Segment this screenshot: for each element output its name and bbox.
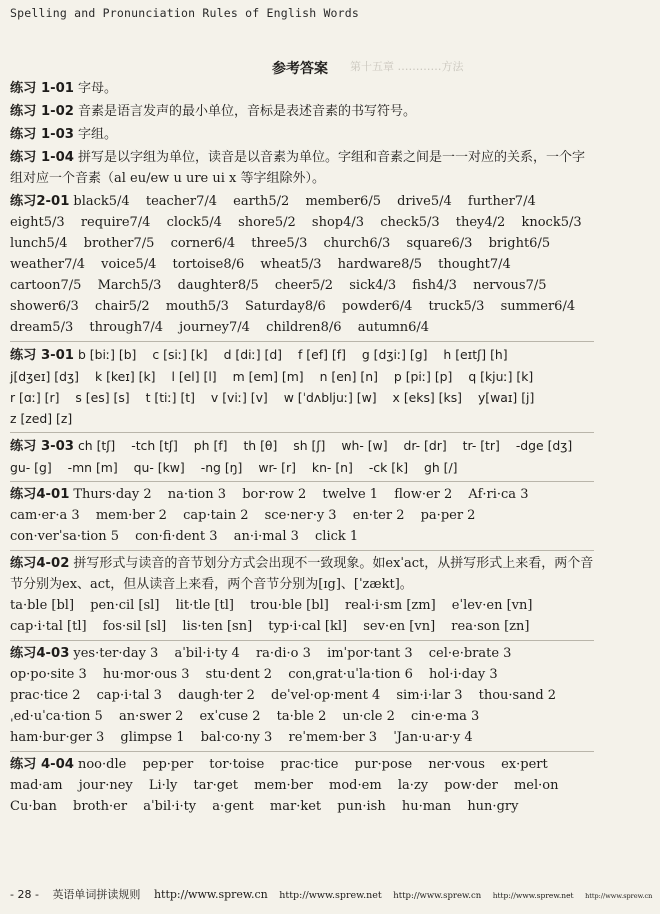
answer-item: r [ɑː] [r] xyxy=(10,390,60,405)
answer-item: cel·e·brate 3 xyxy=(428,646,512,661)
footer-url-link[interactable]: http://www.sprew.net xyxy=(279,890,382,901)
answer-items xyxy=(10,438,584,475)
page-footer xyxy=(10,886,653,902)
answer-item: wr- [r] xyxy=(258,460,296,475)
page-number: - 28 - xyxy=(10,888,39,901)
answer-item: pen·cil [sl] xyxy=(90,598,160,613)
exercise-4-02 xyxy=(10,553,594,637)
exercise-4-04 xyxy=(10,754,594,817)
answer-item: dr- [dr] xyxy=(403,438,447,453)
answer-item: la·zy xyxy=(397,778,429,793)
answer-item: -mn [m] xyxy=(67,460,118,475)
answer-item: Af·ri·ca 3 xyxy=(468,487,529,502)
answer-item: cap·i·tal [tl] xyxy=(10,619,87,634)
answer-item: sim·i·lar 3 xyxy=(396,688,463,703)
exercise-label: 练习 3-03 xyxy=(10,439,74,454)
answer-item: h [eɪtʃ] [h] xyxy=(443,347,508,362)
answer-item: glimpse 1 xyxy=(120,730,185,745)
answer-item: broth·er xyxy=(73,799,128,814)
answer-item: z [zed] [z] xyxy=(10,411,73,426)
exercise-2-01 xyxy=(10,191,594,338)
answer-item: mar·ket xyxy=(269,799,322,814)
footer-url-link[interactable]: http://www.sprew.net xyxy=(492,891,574,900)
answer-item: bal·co·ny 3 xyxy=(200,730,273,745)
answer-item: mel·on xyxy=(513,778,559,793)
answer-item: mad·am xyxy=(10,778,63,793)
footer-url-link[interactable]: http://www.sprew.cn xyxy=(585,892,653,900)
answer-item: eˈlev·en [vn] xyxy=(451,598,533,613)
exercise-4-03 xyxy=(10,643,594,748)
answer-item: daugh·ter 2 xyxy=(178,688,255,703)
answer-item: through7/4 xyxy=(89,320,164,335)
answer-item: square6/3 xyxy=(406,236,473,251)
answer-item: q [kjuː] [k] xyxy=(468,369,534,384)
answer-item: wheat5/3 xyxy=(260,257,322,272)
book-title: 英语单词拼读规则 xyxy=(52,888,141,901)
answer-item: prac·tice 2 xyxy=(10,688,81,703)
answer-item: an·i·mal 3 xyxy=(233,529,299,544)
answer-item: cartoon7/5 xyxy=(10,278,82,293)
footer-url-link[interactable]: http://www.sprew.cn xyxy=(153,888,268,901)
exercise-3-01 xyxy=(10,344,594,429)
answer-item: -ng [ŋ] xyxy=(200,460,243,475)
answer-item: lit·tle [tl] xyxy=(175,598,234,613)
answer-items xyxy=(10,487,540,544)
answer-item: pep·per xyxy=(142,757,194,772)
exercise-1-04 xyxy=(10,147,594,189)
answer-item: hu·man xyxy=(401,799,452,814)
answer-item: deˈvel·op·ment 4 xyxy=(271,688,381,703)
answer-item: en·ter 2 xyxy=(352,508,405,523)
answer-item: wh- [w] xyxy=(341,438,388,453)
answer-item: nervous7/5 xyxy=(473,278,547,293)
answer-item: yes·ter·day 3 xyxy=(73,646,159,661)
divider xyxy=(10,432,594,433)
answer-item: ex·pert xyxy=(501,757,548,772)
answer-item: sce·ner·y 3 xyxy=(264,508,337,523)
answer-item: hol·i·day 3 xyxy=(429,667,498,682)
answer-item: v [viː] [v] xyxy=(210,390,268,405)
answer-item: kn- [n] xyxy=(311,460,353,475)
answer-item: sick4/3 xyxy=(349,278,397,293)
answer-item: cap·tain 2 xyxy=(183,508,249,523)
answer-item: lis·ten [sn] xyxy=(182,619,253,634)
divider xyxy=(10,341,594,342)
answer-item: tr- [tr] xyxy=(462,438,500,453)
answer-item: twelve 1 xyxy=(322,487,379,502)
answer-item: a·gent xyxy=(212,799,254,814)
answer-item: Li·ly xyxy=(148,778,178,793)
answer-item: -ck [k] xyxy=(368,460,409,475)
exercise-answer: 字组。 xyxy=(77,127,117,142)
answer-item: reˈmem·ber 3 xyxy=(288,730,378,745)
answer-item: pa·per 2 xyxy=(420,508,476,523)
exercise-answer: 字母。 xyxy=(77,81,117,96)
answer-item: pow·der xyxy=(444,778,498,793)
answer-item: s [es] [s] xyxy=(75,390,130,405)
answer-item: autumn6/4 xyxy=(357,320,430,335)
answer-item: w [ˈdʌbljuː] [w] xyxy=(283,390,377,405)
divider xyxy=(10,550,594,551)
page-title: 参考答案 xyxy=(272,61,328,77)
answer-item: c [siː] [k] xyxy=(152,347,208,362)
exercise-label: 练习 1-04 xyxy=(10,150,74,165)
answer-item: l [el] [l] xyxy=(171,369,217,384)
answer-item: rea·son [zn] xyxy=(451,619,530,634)
answer-item: hu·mor·ous 3 xyxy=(102,667,190,682)
running-head: Spelling and Pronunciation Rules of English Words xyxy=(10,6,360,20)
answer-item: mem·ber 2 xyxy=(95,508,167,523)
answer-item: hun·gry xyxy=(467,799,519,814)
answer-item: earth5/2 xyxy=(233,194,290,209)
answer-item: con·verˈsa·tion 5 xyxy=(10,529,119,544)
answer-item: they4/2 xyxy=(455,215,506,230)
answer-item: cin·e·ma 3 xyxy=(411,709,480,724)
answer-item: children8/6 xyxy=(266,320,342,335)
answer-item: t [tiː] [t] xyxy=(145,390,195,405)
exercise-label: 练习4-01 xyxy=(10,487,70,502)
exercise-1-03 xyxy=(10,124,594,145)
answer-item: pun·ish xyxy=(337,799,386,814)
answer-item: ham·bur·ger 3 xyxy=(10,730,105,745)
answer-item: powder6/4 xyxy=(341,299,413,314)
answer-item: voice5/4 xyxy=(101,257,157,272)
answer-item: real·i·sm [zm] xyxy=(344,598,436,613)
answer-item: black5/4 xyxy=(73,194,130,209)
answer-item: na·tion 3 xyxy=(167,487,227,502)
answer-item: aˈbil·i·ty xyxy=(143,799,197,814)
answer-items xyxy=(10,757,570,814)
exercise-label: 练习4-03 xyxy=(10,646,70,661)
answer-item: cap·i·tal 3 xyxy=(96,688,162,703)
answer-item: cam·er·a 3 xyxy=(10,508,80,523)
answer-item: f [ef] [f] xyxy=(297,347,346,362)
answer-item: eight5/3 xyxy=(10,215,65,230)
answer-item: daughter8/5 xyxy=(177,278,259,293)
answer-item: k [keɪ] [k] xyxy=(94,369,156,384)
answer-item: ch [tʃ] xyxy=(77,438,116,453)
footer-url-link[interactable]: http://www.sprew.cn xyxy=(393,891,482,901)
answer-item: weather7/4 xyxy=(10,257,85,272)
exercise-label: 练习 1-02 xyxy=(10,104,74,119)
answer-items xyxy=(10,646,568,745)
exercise-label: 练习4-02 xyxy=(10,556,70,571)
answer-items xyxy=(10,595,594,637)
divider xyxy=(10,751,594,752)
exercise-1-02 xyxy=(10,101,594,122)
answer-item: trou·ble [bl] xyxy=(250,598,329,613)
answer-item: ta·ble 2 xyxy=(276,709,327,724)
answer-item: prac·tice xyxy=(280,757,339,772)
exercise-label: 练习 1-01 xyxy=(10,81,74,96)
answer-item: ph [f] xyxy=(193,438,228,453)
answer-item: mouth5/3 xyxy=(165,299,229,314)
answer-item: thou·sand 2 xyxy=(478,688,557,703)
answer-item: ta·ble [bl] xyxy=(10,598,75,613)
answer-item: sev·en [vn] xyxy=(363,619,436,634)
answer-item: further7/4 xyxy=(467,194,536,209)
answer-item: mem·ber xyxy=(254,778,313,793)
answer-item: bor·row 2 xyxy=(242,487,307,502)
answer-item: x [eks] [ks] xyxy=(392,390,462,405)
exercise-label: 练习 3-01 xyxy=(10,348,74,363)
answer-item: typ·i·cal [kl] xyxy=(268,619,348,634)
answer-item: knock5/3 xyxy=(521,215,582,230)
answer-item: mod·em xyxy=(329,778,382,793)
answer-item: -tch [tʃ] xyxy=(131,438,178,453)
answer-item: dream5/3 xyxy=(10,320,74,335)
answer-item: y[waɪ] [j] xyxy=(477,390,535,405)
answer-item: con·fi·dent 3 xyxy=(135,529,218,544)
answer-item: gh [/] xyxy=(424,460,458,475)
answer-item: un·cle 2 xyxy=(342,709,395,724)
answer-item: ra·di·o 3 xyxy=(255,646,311,661)
answer-item: g [dʒiː] [g] xyxy=(361,347,428,362)
answer-item: -dge [dʒ] xyxy=(515,438,573,453)
answer-item: op·po·site 3 xyxy=(10,667,87,682)
answer-item: Thurs·day 2 xyxy=(73,487,152,502)
answer-item: ˌed·uˈca·tion 5 xyxy=(10,709,103,724)
answer-items xyxy=(10,347,546,426)
answer-item: j[dʒeɪ] [dʒ] xyxy=(10,369,79,384)
answer-item: church6/3 xyxy=(323,236,391,251)
answer-item: tor·toise xyxy=(209,757,265,772)
answer-item: thought7/4 xyxy=(438,257,511,272)
answer-item: d [diː] [d] xyxy=(223,347,283,362)
answer-item: hardware8/5 xyxy=(337,257,423,272)
answer-item: teacher7/4 xyxy=(145,194,217,209)
exercise-4-01 xyxy=(10,484,594,547)
answer-item: jour·ney xyxy=(78,778,133,793)
answer-item: fos·sil [sl] xyxy=(102,619,167,634)
answer-item: require7/4 xyxy=(80,215,151,230)
answer-item: drive5/4 xyxy=(397,194,452,209)
answer-item: shore5/2 xyxy=(238,215,296,230)
bleed-through-text: 第十五章 …………方法 xyxy=(350,60,464,73)
answer-item: an·swer 2 xyxy=(118,709,184,724)
answer-item: bright6/5 xyxy=(488,236,551,251)
answer-item: Cu·ban xyxy=(10,799,57,814)
exercise-answer: 拼写形式与读音的音节划分方式会出现不一致现象。如exˈact，从拼写形式上来看，两个音节分别为ex、act，但从读音上来看，两个音节分别为[ɪg]、[ˈzækt]。 xyxy=(10,556,594,592)
exercise-3-03 xyxy=(10,435,594,478)
answer-item: pur·pose xyxy=(354,757,413,772)
answer-item: journey7/4 xyxy=(179,320,250,335)
answer-item: March5/3 xyxy=(97,278,162,293)
answer-item: gu- [g] xyxy=(10,460,52,475)
exercise-answer: 音素是语言发声的最小单位，音标是表述音素的书写符号。 xyxy=(77,104,416,119)
answer-item: aˈbil·i·ty 4 xyxy=(174,646,240,661)
exercise-1-01 xyxy=(10,78,594,99)
exercise-label: 练习 4-04 xyxy=(10,757,74,772)
answer-item: conˌgrat·uˈla·tion 6 xyxy=(288,667,413,682)
answer-item: imˈpor·tant 3 xyxy=(327,646,413,661)
answer-item: summer6/4 xyxy=(500,299,576,314)
answer-item: cheer5/2 xyxy=(274,278,334,293)
answer-item: stu·dent 2 xyxy=(205,667,273,682)
exercise-label: 练习2-01 xyxy=(10,194,70,209)
answer-item: n [en] [n] xyxy=(319,369,378,384)
answer-item: member6/5 xyxy=(305,194,381,209)
answer-item: ˈJan·u·ar·y 4 xyxy=(393,730,473,745)
answer-item: noo·dle xyxy=(77,757,127,772)
answer-content xyxy=(10,78,594,819)
answer-item: m [em] [m] xyxy=(232,369,304,384)
answer-item: clock5/4 xyxy=(166,215,222,230)
answer-item: lunch5/4 xyxy=(10,236,68,251)
answer-item: th [θ] xyxy=(243,438,278,453)
answer-item: Saturday8/6 xyxy=(245,299,326,314)
answer-item: tar·get xyxy=(193,778,239,793)
answer-item: fish4/3 xyxy=(412,278,457,293)
answer-item: sh [ʃ] xyxy=(293,438,326,453)
answer-item: qu- [kw] xyxy=(133,460,185,475)
answer-items xyxy=(10,194,594,335)
answer-item: p [piː] [p] xyxy=(393,369,453,384)
answer-item: ner·vous xyxy=(428,757,485,772)
divider xyxy=(10,640,594,641)
answer-item: chair5/2 xyxy=(94,299,150,314)
answer-item: check5/3 xyxy=(380,215,440,230)
answer-item: three5/3 xyxy=(251,236,308,251)
answer-item: truck5/3 xyxy=(428,299,485,314)
exercise-answer: 拼写是以字组为单位，读音是以音素为单位。字组和音素之间是一一对应的关系，一个字组对应一个音素（al eu/ew u ure ui x 等字组除外）。 xyxy=(10,150,585,186)
answer-item: brother7/5 xyxy=(83,236,155,251)
answer-item: exˈcuse 2 xyxy=(199,709,261,724)
answer-item: corner6/4 xyxy=(170,236,236,251)
answer-item: flow·er 2 xyxy=(394,487,453,502)
answer-item: tortoise8/6 xyxy=(172,257,245,272)
divider xyxy=(10,481,594,482)
answer-item: click 1 xyxy=(315,529,359,544)
answer-item: shower6/3 xyxy=(10,299,79,314)
exercise-label: 练习 1-03 xyxy=(10,127,74,142)
answer-item: b [biː] [b] xyxy=(77,347,137,362)
answer-item: shop4/3 xyxy=(311,215,365,230)
